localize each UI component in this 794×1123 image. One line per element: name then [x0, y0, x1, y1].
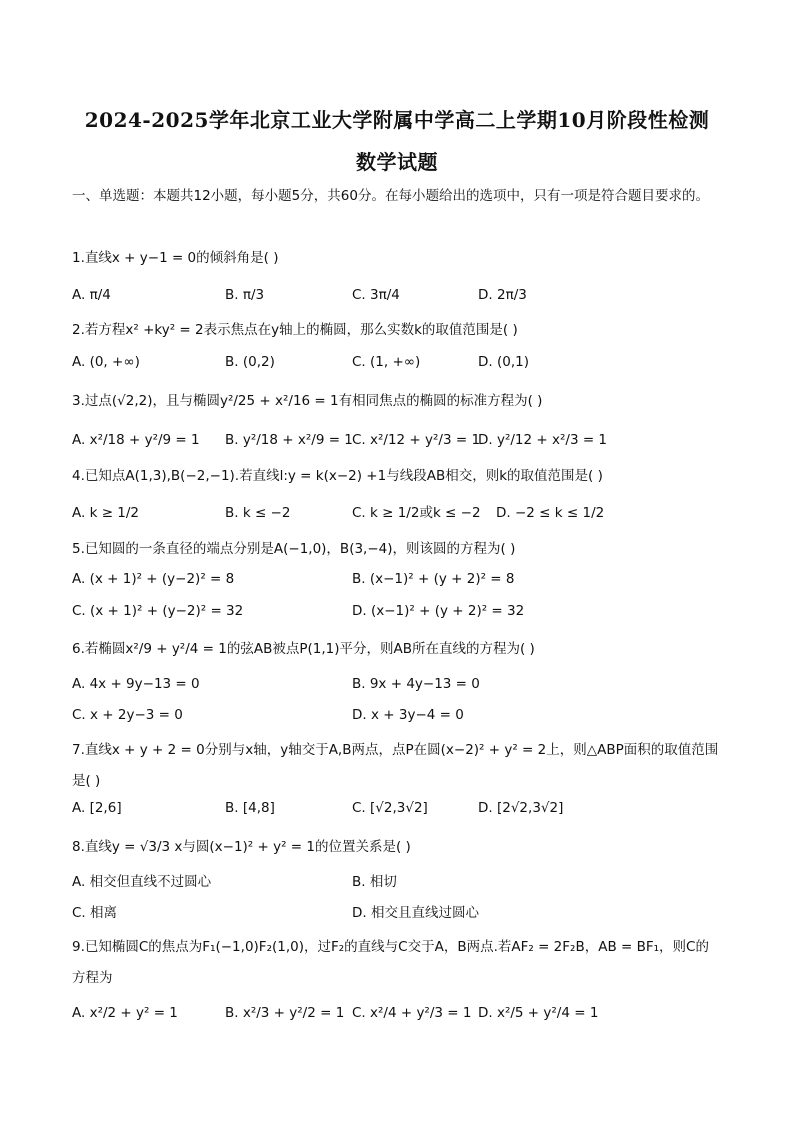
option-b: B. 相切 [352, 874, 397, 890]
option-d: D. (x−1)² + (y + 2)² = 32 [352, 603, 525, 619]
option-d: D. 相交且直线过圆心 [352, 905, 479, 921]
question-9-stem: 9.已知椭圆C的焦点为F₁(−1,0)F₂(1,0)，过F₂的直线与C交于A，B两点.若AF₂ = 2F₂B，AB = BF₁，则C的方程为 [72, 939, 709, 986]
option-c: C. x²/4 + y²/3 = 1 [352, 1005, 472, 1021]
question-6-options-row2 [72, 703, 722, 727]
option-b: B. 9x + 4y−13 = 0 [352, 676, 480, 692]
option-a: A. (x + 1)² + (y−2)² = 8 [72, 571, 235, 587]
question-5-stem: 5.已知圆的一条直径的端点分别是A(−1,0)，B(3,−4)，则该圆的方程为( ) [72, 541, 516, 557]
question-7-options [72, 796, 722, 820]
option-b: B. k ≤ −2 [225, 505, 291, 521]
option-c: C. 相离 [72, 905, 118, 921]
question-8-stem: 8.直线y = √3/3 x与圆(x−1)² + y² = 1的位置关系是( ) [72, 839, 411, 855]
option-d: D. [2√2,3√2] [478, 800, 564, 816]
option-d: D. (0,1) [478, 354, 529, 370]
option-d: D. x + 3y−4 = 0 [352, 707, 464, 723]
question-7-stem: 7.直线x + y + 2 = 0分别与x轴，y轴交于A,B两点，点P在圆(x−2)² + y² = 2上，则△ABP面积的取值范围是( ) [72, 742, 719, 789]
question-8-options-row1 [72, 870, 722, 894]
question-4-options [72, 501, 722, 525]
option-c: C. (x + 1)² + (y−2)² = 32 [72, 603, 244, 619]
option-c: C. x²/12 + y²/3 = 1 [352, 432, 481, 448]
option-b: B. (x−1)² + (y + 2)² = 8 [352, 571, 515, 587]
question-1-stem: 1.直线x + y−1 = 0的倾斜角是( ) [72, 250, 279, 266]
question-8-options-row2 [72, 901, 722, 925]
question-5-options-row1 [72, 567, 722, 591]
option-b: B. (0,2) [225, 354, 275, 370]
option-d: D. y²/12 + x²/3 = 1 [478, 432, 608, 448]
question-1-options [72, 283, 722, 307]
option-a: A. [2,6] [72, 800, 122, 816]
option-d: D. −2 ≤ k ≤ 1/2 [496, 505, 605, 521]
option-c: C. [√2,3√2] [352, 800, 428, 816]
exam-subtitle: 数学试题 [356, 150, 438, 174]
question-2-options [72, 350, 722, 374]
question-3-options [72, 428, 722, 452]
option-a: A. (0, +∞) [72, 354, 140, 370]
question-3-stem: 3.过点(√2,2)，且与椭圆y²/25 + x²/16 = 1有相同焦点的椭圆的标准方程为( ) [72, 393, 543, 409]
option-b: B. x²/3 + y²/2 = 1 [225, 1005, 345, 1021]
option-c: C. k ≥ 1/2或k ≤ −2 [352, 505, 481, 521]
option-b: B. π/3 [225, 287, 265, 303]
option-c: C. 3π/4 [352, 287, 400, 303]
option-a: A. 相交但直线不过圆心 [72, 874, 212, 890]
question-9-options [72, 1001, 722, 1025]
question-2-stem: 2.若方程x² +ky² = 2表示焦点在y轴上的椭圆，那么实数k的取值范围是( ) [72, 322, 518, 338]
option-a: A. π/4 [72, 287, 111, 303]
option-d: D. 2π/3 [478, 287, 527, 303]
option-b: B. y²/18 + x²/9 = 1 [225, 432, 353, 448]
option-d: D. x²/5 + y²/4 = 1 [478, 1005, 599, 1021]
option-c: C. (1, +∞) [352, 354, 421, 370]
section-heading: 一、单选题：本题共12小题，每小题5分，共60分。在每小题给出的选项中，只有一项是符合题目要求的。 [72, 188, 709, 204]
question-6-options-row1 [72, 672, 722, 696]
option-c: C. x + 2y−3 = 0 [72, 707, 183, 723]
question-5-options-row2 [72, 599, 722, 623]
option-b: B. [4,8] [225, 800, 275, 816]
question-6-stem: 6.若椭圆x²/9 + y²/4 = 1的弦AB被点P(1,1)平分，则AB所在直线的方程为( ) [72, 641, 535, 657]
option-a: A. x²/2 + y² = 1 [72, 1005, 178, 1021]
option-a: A. x²/18 + y²/9 = 1 [72, 432, 200, 448]
exam-title: 2024-2025学年北京工业大学附属中学高二上学期10月阶段性检测 [84, 108, 710, 132]
question-4-stem: 4.已知点A(1,3),B(−2,−1).若直线l:y = k(x−2) +1与线段AB相交，则k的取值范围是( ) [72, 468, 603, 484]
option-a: A. k ≥ 1/2 [72, 505, 140, 521]
option-a: A. 4x + 9y−13 = 0 [72, 676, 200, 692]
